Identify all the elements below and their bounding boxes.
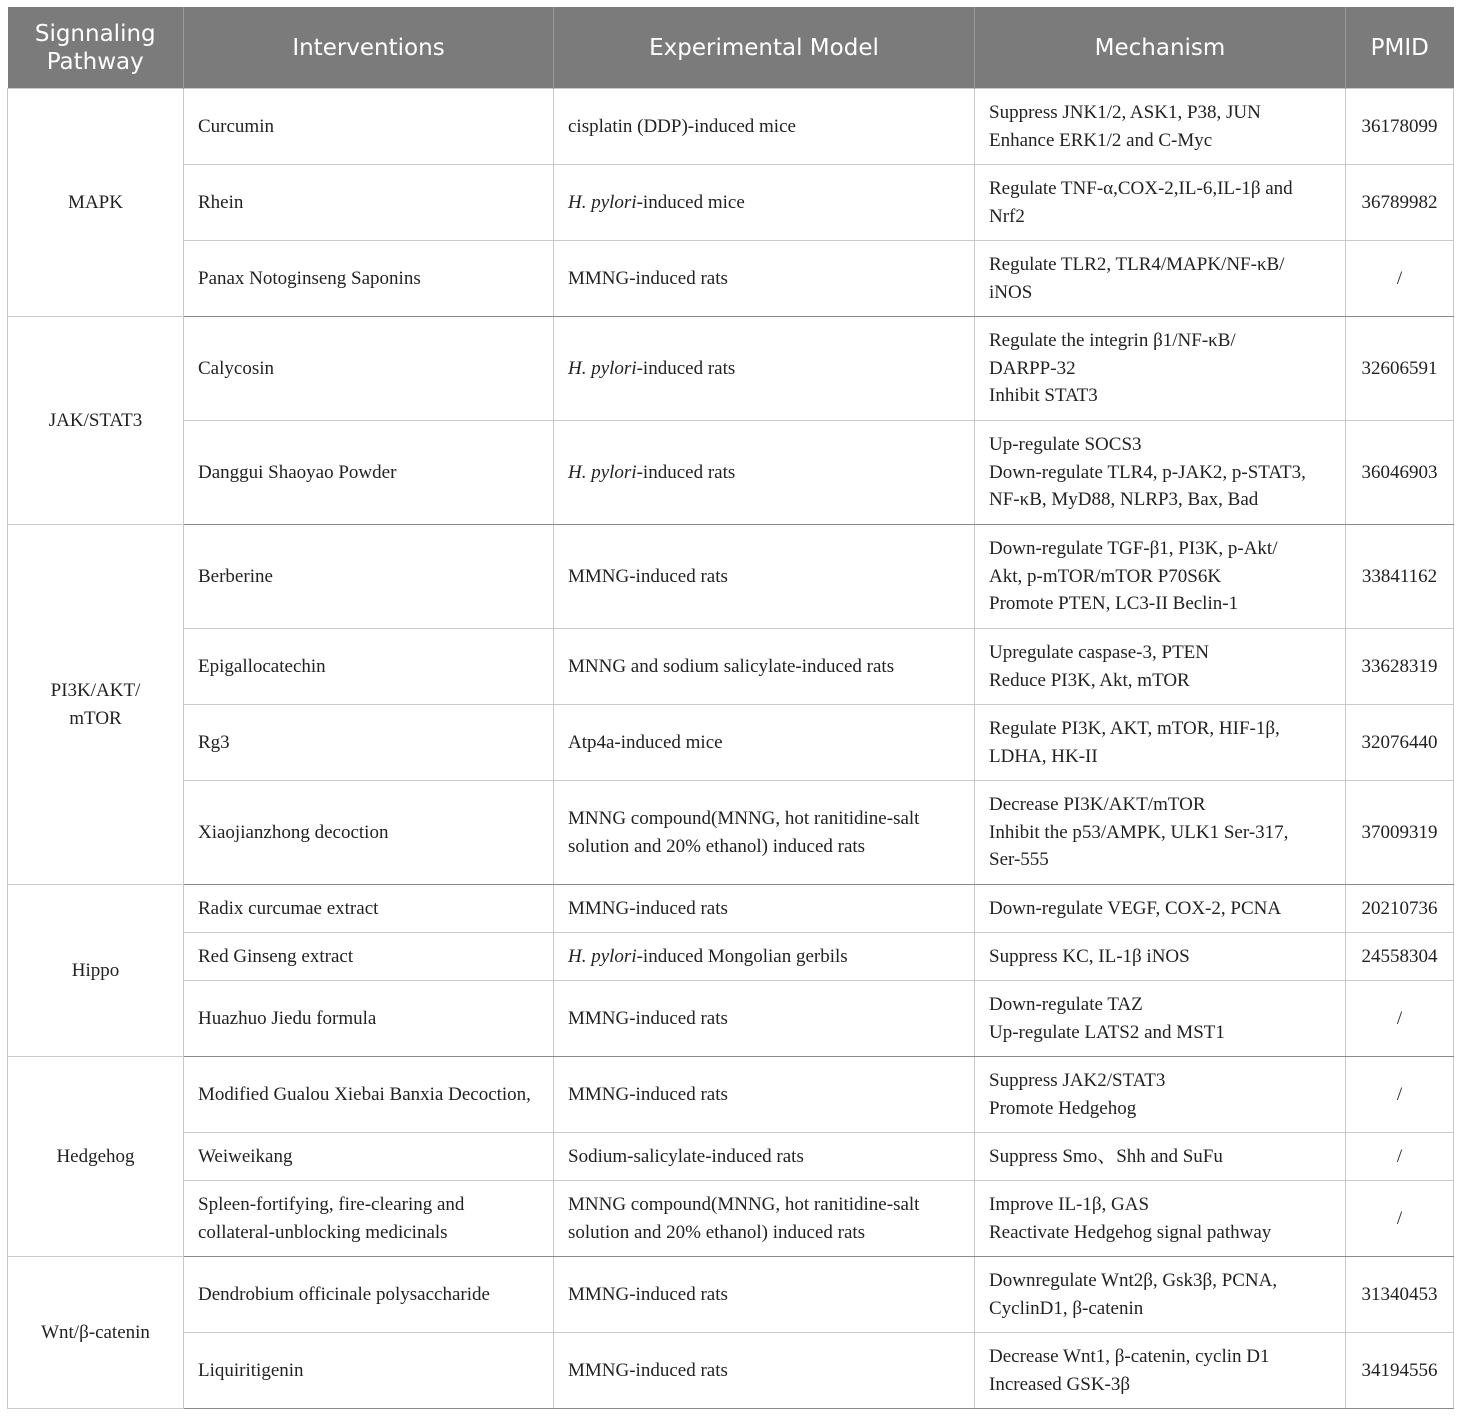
intervention-cell: Danggui Shaoyao Powder	[184, 421, 554, 525]
mechanism-line: Suppress JNK1/2, ASK1, P38, JUN	[989, 102, 1261, 123]
model-cell: cisplatin (DDP)-induced mice	[554, 89, 975, 165]
mechanism-line: Reactivate Hedgehog signal pathway	[989, 1221, 1272, 1243]
pmid-cell: 33841162	[1346, 525, 1454, 629]
mechanism-cell	[975, 317, 1346, 421]
model-cell: Atp4a-induced mice	[554, 705, 975, 781]
table-row	[8, 1333, 1454, 1409]
model-cell: Sodium-salicylate-induced rats	[554, 1133, 975, 1181]
mechanism-cell	[975, 705, 1346, 781]
mechanism-line: Promote Hedgehog	[989, 1097, 1137, 1119]
mechanism-cell	[975, 421, 1346, 525]
model-text: -induced rats	[636, 357, 736, 379]
model-cell: MMNG-induced rats	[554, 241, 975, 317]
intervention-cell: Rhein	[184, 165, 554, 241]
table-row	[8, 317, 1454, 421]
intervention-cell: Modified Gualou Xiebai Banxia Decoction,	[184, 1057, 554, 1133]
mechanism-line: Suppress KC, IL-1β iNOS	[989, 945, 1190, 967]
model-cell: MMNG-induced rats	[554, 1057, 975, 1133]
model-cell: MMNG-induced rats	[554, 525, 975, 629]
pathway-cell: Hippo	[8, 885, 184, 1057]
intervention-cell: Red Ginseng extract	[184, 933, 554, 981]
mechanism-line: Suppress JAK2/STAT3	[989, 1070, 1166, 1091]
pmid-cell: 31340453	[1346, 1257, 1454, 1333]
table-header	[8, 7, 1454, 89]
mechanism-line: iNOS	[989, 281, 1033, 303]
header-pathway: Signnaling Pathway	[8, 7, 184, 89]
pmid-cell: 20210736	[1346, 885, 1454, 933]
mechanism-line: Decrease PI3K/AKT/mTOR	[989, 794, 1206, 816]
model-cell: MNNG compound(MNNG, hot ranitidine-salt solution and 20% ethanol) induced rats	[554, 781, 975, 885]
model-organism: H. pylori	[568, 191, 637, 213]
mechanism-cell	[975, 525, 1346, 629]
model-organism: H. pylori	[568, 461, 637, 483]
table-row	[8, 1133, 1454, 1181]
table-row	[8, 89, 1454, 165]
model-cell: MMNG-induced rats	[554, 885, 975, 933]
mechanism-line: Up-regulate SOCS3	[989, 434, 1142, 456]
pmid-cell: /	[1346, 981, 1454, 1057]
mechanism-line: Suppress Smo、Shh and SuFu	[989, 1145, 1223, 1167]
intervention-cell: Huazhuo Jiedu formula	[184, 981, 554, 1057]
mechanism-line: Down-regulate TAZ	[989, 994, 1143, 1015]
pmid-cell: 34194556	[1346, 1333, 1454, 1409]
intervention-cell: Berberine	[184, 525, 554, 629]
mechanism-line: Upregulate caspase-3, PTEN	[989, 642, 1210, 663]
mechanism-line: Regulate TLR2, TLR4/MAPK/NF-κB/	[989, 254, 1285, 275]
mechanism-cell	[975, 1133, 1346, 1181]
mechanism-line: Inhibit STAT3	[989, 385, 1098, 407]
signaling-pathway-table	[7, 7, 1454, 1409]
mechanism-line: Up-regulate LATS2 and MST1	[989, 1021, 1225, 1043]
table-row	[8, 421, 1454, 525]
mechanism-line: Downregulate Wnt2β, Gsk3β, PCNA,	[989, 1270, 1278, 1291]
intervention-cell: Calycosin	[184, 317, 554, 421]
mechanism-cell	[975, 1057, 1346, 1133]
intervention-cell: Xiaojianzhong decoction	[184, 781, 554, 885]
mechanism-line: Regulate TNF-α,COX-2,IL-6,IL-1β and	[989, 178, 1293, 199]
mechanism-line: Reduce PI3K, Akt, mTOR	[989, 669, 1190, 691]
mechanism-cell	[975, 1257, 1346, 1333]
header-interventions: Interventions	[184, 7, 554, 89]
mechanism-cell	[975, 241, 1346, 317]
model-cell: MMNG-induced rats	[554, 1333, 975, 1409]
model-organism: H. pylori	[568, 945, 637, 967]
mechanism-line: Ser-555	[989, 849, 1049, 871]
intervention-cell: Weiweikang	[184, 1133, 554, 1181]
pmid-cell: /	[1346, 241, 1454, 317]
mechanism-line: Down-regulate TLR4, p-JAK2, p-STAT3,	[989, 461, 1306, 483]
table-row	[8, 525, 1454, 629]
intervention-cell: Rg3	[184, 705, 554, 781]
mechanism-line: Regulate PI3K, AKT, mTOR, HIF-1β,	[989, 718, 1280, 739]
mechanism-line: LDHA, HK-II	[989, 745, 1098, 767]
mechanism-line: Promote PTEN, LC3-II Beclin-1	[989, 593, 1239, 615]
pmid-cell: /	[1346, 1181, 1454, 1257]
mechanism-line: Inhibit the p53/AMPK, ULK1 Ser-317,	[989, 821, 1289, 843]
mechanism-line: Decrease Wnt1, β-catenin, cyclin D1	[989, 1346, 1270, 1367]
pathway-cell: PI3K/AKT/ mTOR	[8, 525, 184, 885]
pmid-cell: /	[1346, 1057, 1454, 1133]
model-cell	[554, 421, 975, 525]
mechanism-cell	[975, 629, 1346, 705]
model-cell	[554, 165, 975, 241]
model-text: -induced mice	[636, 191, 745, 213]
mechanism-cell	[975, 933, 1346, 981]
pmid-cell: 24558304	[1346, 933, 1454, 981]
mechanism-line: NF-κB, MyD88, NLRP3, Bax, Bad	[989, 489, 1259, 511]
model-organism: H. pylori	[568, 357, 637, 379]
pmid-cell: 33628319	[1346, 629, 1454, 705]
intervention-cell: Panax Notoginseng Saponins	[184, 241, 554, 317]
table-row	[8, 705, 1454, 781]
table-row	[8, 165, 1454, 241]
model-cell: MNNG compound(MNNG, hot ranitidine-salt solution and 20% ethanol) induced rats	[554, 1181, 975, 1257]
table-row	[8, 1257, 1454, 1333]
mechanism-line: Regulate the integrin β1/NF-κB/	[989, 330, 1236, 352]
table-row	[8, 1181, 1454, 1257]
mechanism-line: CyclinD1, β-catenin	[989, 1297, 1144, 1319]
table-container	[7, 7, 1453, 1409]
mechanism-cell	[975, 1181, 1346, 1257]
model-cell: MMNG-induced rats	[554, 1257, 975, 1333]
mechanism-line: Down-regulate VEGF, COX-2, PCNA	[989, 897, 1282, 919]
header-experimental-model: Experimental Model	[554, 7, 975, 89]
mechanism-cell	[975, 981, 1346, 1057]
table-row	[8, 629, 1454, 705]
mechanism-cell	[975, 165, 1346, 241]
mechanism-line: Akt, p-mTOR/mTOR P70S6K	[989, 565, 1222, 587]
header-mechanism: Mechanism	[975, 7, 1346, 89]
model-cell: MNNG and sodium salicylate-induced rats	[554, 629, 975, 705]
mechanism-cell	[975, 1333, 1346, 1409]
model-cell	[554, 933, 975, 981]
model-cell	[554, 317, 975, 421]
pmid-cell: 32076440	[1346, 705, 1454, 781]
model-text: -induced Mongolian gerbils	[636, 945, 848, 967]
pmid-cell: 32606591	[1346, 317, 1454, 421]
mechanism-line: Enhance ERK1/2 and C-Myc	[989, 129, 1213, 151]
intervention-cell: Spleen-fortifying, fire-clearing and collateral-unblocking medicinals	[184, 1181, 554, 1257]
model-text: -induced rats	[636, 461, 736, 483]
mechanism-cell	[975, 781, 1346, 885]
table-row	[8, 1057, 1454, 1133]
table-body	[8, 89, 1454, 1409]
mechanism-line: Down-regulate TGF-β1, PI3K, p-Akt/	[989, 538, 1278, 560]
table-row	[8, 241, 1454, 317]
intervention-cell: Dendrobium officinale polysaccharide	[184, 1257, 554, 1333]
intervention-cell: Radix curcumae extract	[184, 885, 554, 933]
mechanism-line: Nrf2	[989, 205, 1025, 227]
mechanism-line: DARPP-32	[989, 357, 1076, 379]
mechanism-cell	[975, 89, 1346, 165]
pmid-cell: 37009319	[1346, 781, 1454, 885]
table-row	[8, 981, 1454, 1057]
intervention-cell: Curcumin	[184, 89, 554, 165]
intervention-cell: Liquiritigenin	[184, 1333, 554, 1409]
pathway-cell: Wnt/β-catenin	[8, 1257, 184, 1409]
mechanism-line: Increased GSK-3β	[989, 1373, 1131, 1395]
pmid-cell: 36178099	[1346, 89, 1454, 165]
pmid-cell: /	[1346, 1133, 1454, 1181]
pathway-cell: Hedgehog	[8, 1057, 184, 1257]
pathway-cell: MAPK	[8, 89, 184, 317]
mechanism-cell	[975, 885, 1346, 933]
header-pmid: PMID	[1346, 7, 1454, 89]
pathway-cell: JAK/STAT3	[8, 317, 184, 525]
table-row	[8, 933, 1454, 981]
table-row	[8, 781, 1454, 885]
table-row	[8, 885, 1454, 933]
intervention-cell: Epigallocatechin	[184, 629, 554, 705]
model-cell: MMNG-induced rats	[554, 981, 975, 1057]
pmid-cell: 36046903	[1346, 421, 1454, 525]
mechanism-line: Improve IL-1β, GAS	[989, 1194, 1150, 1215]
pmid-cell: 36789982	[1346, 165, 1454, 241]
